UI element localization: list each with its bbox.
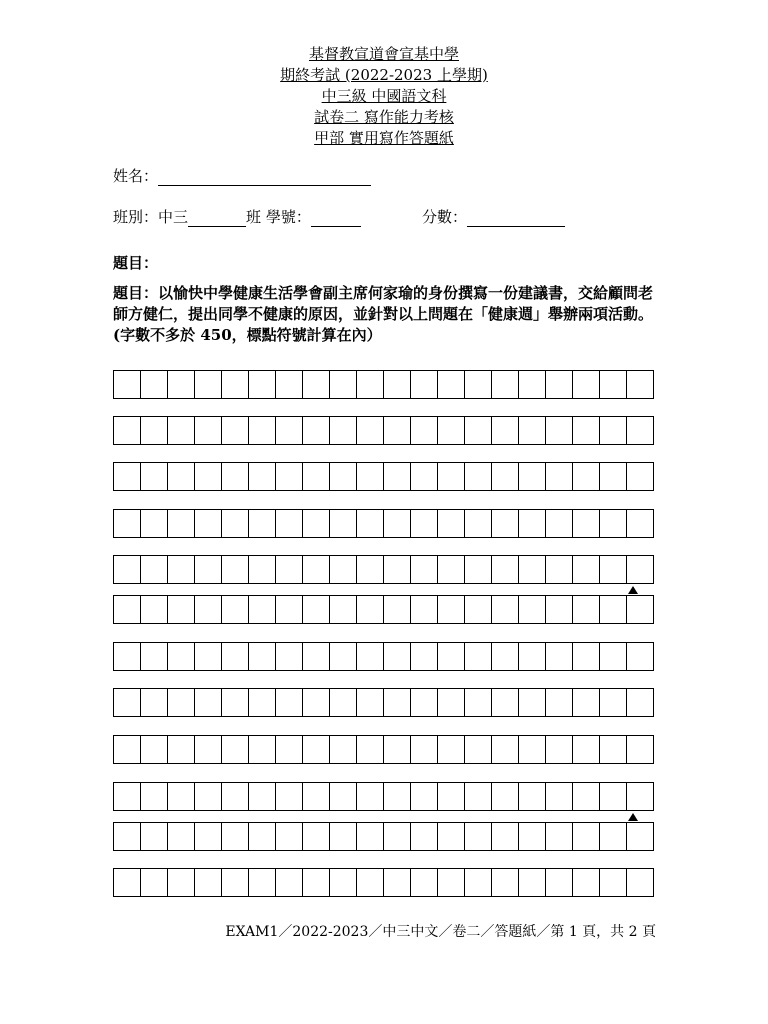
grid-cell[interactable] — [303, 689, 330, 716]
grid-cell[interactable] — [222, 643, 249, 670]
number-blank[interactable] — [311, 210, 361, 227]
grid-cell[interactable] — [492, 783, 519, 810]
grid-cell[interactable] — [384, 689, 411, 716]
grid-cell[interactable] — [384, 783, 411, 810]
grid-cell[interactable] — [573, 510, 600, 537]
grid-row — [113, 555, 654, 584]
grid-cell[interactable] — [384, 643, 411, 670]
grid-cell[interactable] — [519, 371, 546, 398]
grid-cell[interactable] — [492, 689, 519, 716]
grid-cell[interactable] — [249, 463, 276, 490]
grid-cell[interactable] — [114, 371, 141, 398]
grid-cell[interactable] — [438, 869, 465, 896]
grid-cell[interactable] — [600, 463, 627, 490]
grid-cell[interactable] — [330, 689, 357, 716]
grid-cell[interactable] — [195, 783, 222, 810]
grid-cell[interactable] — [492, 823, 519, 850]
grid-cell[interactable] — [249, 556, 276, 583]
grid-cell[interactable] — [249, 643, 276, 670]
grid-cell[interactable] — [438, 556, 465, 583]
grid-row — [113, 642, 654, 671]
grid-row — [113, 462, 654, 491]
grid-row — [113, 782, 654, 811]
grid-row — [113, 735, 654, 764]
grid-cell[interactable] — [330, 371, 357, 398]
grid-cell[interactable] — [222, 596, 249, 623]
grid-cell[interactable] — [438, 596, 465, 623]
grid-cell[interactable] — [168, 869, 195, 896]
grid-row — [113, 822, 654, 851]
grid-cell[interactable] — [573, 596, 600, 623]
grid-cell[interactable] — [114, 417, 141, 444]
grid-cell[interactable] — [465, 689, 492, 716]
grid-cell[interactable] — [519, 823, 546, 850]
grid-cell[interactable] — [627, 643, 653, 670]
grid-cell[interactable] — [573, 869, 600, 896]
grid-cell[interactable] — [519, 596, 546, 623]
grid-cell[interactable] — [519, 510, 546, 537]
grid-cell[interactable] — [573, 823, 600, 850]
grid-cell[interactable] — [492, 463, 519, 490]
grid-cell[interactable] — [168, 556, 195, 583]
grid-cell[interactable] — [519, 869, 546, 896]
grid-cell[interactable] — [546, 783, 573, 810]
grid-cell[interactable] — [249, 510, 276, 537]
grid-cell[interactable] — [627, 823, 653, 850]
document-header — [0, 44, 768, 149]
grid-cell[interactable] — [465, 643, 492, 670]
name-label: 姓名： — [113, 167, 159, 185]
grid-cell[interactable] — [465, 596, 492, 623]
grid-cell[interactable] — [168, 689, 195, 716]
grid-cell[interactable] — [384, 869, 411, 896]
grid-cell[interactable] — [141, 463, 168, 490]
grid-cell[interactable] — [276, 643, 303, 670]
grid-cell[interactable] — [546, 510, 573, 537]
grid-cell[interactable] — [465, 510, 492, 537]
page-marker-icon — [628, 586, 638, 594]
grade-subject: 中三級 中國語文科 — [321, 87, 447, 105]
grid-cell[interactable] — [276, 736, 303, 763]
grid-cell[interactable] — [276, 869, 303, 896]
grid-cell[interactable] — [168, 371, 195, 398]
grid-cell[interactable] — [465, 736, 492, 763]
grid-cell[interactable] — [438, 736, 465, 763]
grid-cell[interactable] — [411, 510, 438, 537]
grid-cell[interactable] — [627, 736, 653, 763]
grid-cell[interactable] — [573, 463, 600, 490]
grid-cell[interactable] — [114, 463, 141, 490]
grid-cell[interactable] — [519, 556, 546, 583]
grid-cell[interactable] — [141, 643, 168, 670]
grid-cell[interactable] — [114, 556, 141, 583]
grid-cell[interactable] — [114, 823, 141, 850]
grid-cell[interactable] — [573, 689, 600, 716]
grid-cell[interactable] — [411, 417, 438, 444]
grid-cell[interactable] — [438, 371, 465, 398]
grid-cell[interactable] — [303, 783, 330, 810]
grid-cell[interactable] — [411, 736, 438, 763]
grid-cell[interactable] — [519, 463, 546, 490]
grid-cell[interactable] — [303, 869, 330, 896]
grid-cell[interactable] — [249, 371, 276, 398]
grid-cell[interactable] — [276, 783, 303, 810]
grid-cell[interactable] — [168, 463, 195, 490]
grid-cell[interactable] — [357, 556, 384, 583]
grid-cell[interactable] — [465, 783, 492, 810]
grid-cell[interactable] — [357, 371, 384, 398]
grid-cell[interactable] — [600, 823, 627, 850]
grid-cell[interactable] — [330, 463, 357, 490]
grid-cell[interactable] — [222, 463, 249, 490]
grid-cell[interactable] — [438, 463, 465, 490]
grid-cell[interactable] — [114, 869, 141, 896]
grid-cell[interactable] — [276, 556, 303, 583]
grid-cell[interactable] — [195, 736, 222, 763]
grid-cell[interactable] — [276, 463, 303, 490]
grid-cell[interactable] — [168, 596, 195, 623]
grid-cell[interactable] — [627, 463, 653, 490]
name-blank[interactable] — [158, 169, 371, 186]
grid-cell[interactable] — [357, 736, 384, 763]
grid-cell[interactable] — [276, 823, 303, 850]
grid-cell[interactable] — [222, 510, 249, 537]
grid-cell[interactable] — [411, 556, 438, 583]
grid-cell[interactable] — [519, 643, 546, 670]
grid-cell[interactable] — [303, 596, 330, 623]
question-heading: 題目： — [113, 254, 159, 272]
grid-cell[interactable] — [627, 510, 653, 537]
grid-cell[interactable] — [546, 823, 573, 850]
grid-cell[interactable] — [222, 869, 249, 896]
grid-cell[interactable] — [438, 783, 465, 810]
grid-cell[interactable] — [492, 417, 519, 444]
section-title: 甲部 實用寫作答題紙 — [314, 129, 454, 147]
page-footer: EXAM1／2022-2023／中三中文／卷二／答題紙／第 1 頁，共 2 頁 — [225, 924, 656, 940]
grid-cell[interactable] — [411, 643, 438, 670]
grid-cell[interactable] — [222, 823, 249, 850]
grid-cell[interactable] — [573, 417, 600, 444]
grid-cell[interactable] — [195, 371, 222, 398]
grid-cell[interactable] — [465, 417, 492, 444]
grid-row — [113, 509, 654, 538]
grid-cell[interactable] — [330, 783, 357, 810]
grid-cell[interactable] — [573, 783, 600, 810]
grid-cell[interactable] — [330, 643, 357, 670]
grid-cell[interactable] — [141, 596, 168, 623]
class-label: 班別：中三 — [113, 208, 189, 226]
grid-cell[interactable] — [465, 371, 492, 398]
grid-cell[interactable] — [303, 556, 330, 583]
grid-cell[interactable] — [330, 736, 357, 763]
grid-cell[interactable] — [222, 556, 249, 583]
grid-cell[interactable] — [114, 736, 141, 763]
grid-cell[interactable] — [222, 736, 249, 763]
grid-cell[interactable] — [573, 556, 600, 583]
grid-row — [113, 370, 654, 399]
grid-cell[interactable] — [141, 556, 168, 583]
grid-cell[interactable] — [195, 643, 222, 670]
grid-cell[interactable] — [195, 689, 222, 716]
score-label: 分數： — [422, 208, 468, 226]
grid-cell[interactable] — [276, 596, 303, 623]
grid-cell[interactable] — [600, 510, 627, 537]
grid-cell[interactable] — [438, 510, 465, 537]
grid-cell[interactable] — [546, 736, 573, 763]
grid-cell[interactable] — [600, 869, 627, 896]
grid-cell[interactable] — [141, 823, 168, 850]
grid-cell[interactable] — [141, 510, 168, 537]
grid-cell[interactable] — [303, 371, 330, 398]
grid-cell[interactable] — [627, 689, 653, 716]
grid-row — [113, 416, 654, 445]
grid-cell[interactable] — [303, 736, 330, 763]
exam-title: 期終考試 (2022-2023 上學期) — [280, 66, 488, 84]
question-text: 題目：以愉快中學健康生活學會副主席何家瑜的身份撰寫一份建議書，交給顧問老師方健仁，提出同學不健康的原因，並針對以上問題在「健康週」舉辦兩項活動。(字數不多於 450，標點符號計算在內） — [113, 284, 654, 344]
grid-cell[interactable] — [411, 783, 438, 810]
grid-cell[interactable] — [141, 689, 168, 716]
grid-cell[interactable] — [627, 556, 653, 583]
grid-cell[interactable] — [222, 371, 249, 398]
grid-cell[interactable] — [546, 463, 573, 490]
class-suffix: 班 — [246, 208, 262, 226]
grid-cell[interactable] — [141, 371, 168, 398]
grid-cell[interactable] — [384, 596, 411, 623]
grid-cell[interactable] — [627, 371, 653, 398]
grid-cell[interactable] — [492, 596, 519, 623]
class-blank[interactable] — [188, 210, 246, 227]
grid-cell[interactable] — [249, 596, 276, 623]
grid-cell[interactable] — [546, 371, 573, 398]
grid-cell[interactable] — [411, 689, 438, 716]
grid-cell[interactable] — [600, 371, 627, 398]
grid-cell[interactable] — [573, 736, 600, 763]
grid-cell[interactable] — [627, 783, 653, 810]
grid-cell[interactable] — [249, 783, 276, 810]
grid-cell[interactable] — [411, 371, 438, 398]
grid-cell[interactable] — [600, 417, 627, 444]
grid-cell[interactable] — [249, 869, 276, 896]
grid-cell[interactable] — [330, 869, 357, 896]
score-blank[interactable] — [467, 210, 565, 227]
grid-cell[interactable] — [546, 689, 573, 716]
grid-cell[interactable] — [330, 510, 357, 537]
grid-cell[interactable] — [411, 596, 438, 623]
score-field — [422, 207, 565, 227]
grid-cell[interactable] — [195, 510, 222, 537]
grid-cell[interactable] — [357, 689, 384, 716]
grid-cell[interactable] — [357, 823, 384, 850]
grid-cell[interactable] — [141, 417, 168, 444]
grid-cell[interactable] — [276, 510, 303, 537]
grid-cell[interactable] — [438, 417, 465, 444]
grid-cell[interactable] — [303, 463, 330, 490]
grid-cell[interactable] — [600, 596, 627, 623]
grid-cell[interactable] — [222, 689, 249, 716]
grid-cell[interactable] — [411, 463, 438, 490]
grid-cell[interactable] — [519, 736, 546, 763]
grid-cell[interactable] — [195, 463, 222, 490]
grid-cell[interactable] — [222, 783, 249, 810]
paper-title: 試卷二 寫作能力考核 — [314, 108, 454, 126]
grid-cell[interactable] — [357, 510, 384, 537]
grid-cell[interactable] — [465, 556, 492, 583]
grid-cell[interactable] — [114, 510, 141, 537]
grid-cell[interactable] — [519, 689, 546, 716]
grid-cell[interactable] — [465, 869, 492, 896]
grid-cell[interactable] — [357, 596, 384, 623]
grid-cell[interactable] — [195, 417, 222, 444]
grid-cell[interactable] — [222, 417, 249, 444]
grid-cell[interactable] — [465, 463, 492, 490]
grid-cell[interactable] — [276, 371, 303, 398]
grid-cell[interactable] — [330, 596, 357, 623]
grid-cell[interactable] — [492, 556, 519, 583]
grid-cell[interactable] — [492, 736, 519, 763]
grid-cell[interactable] — [303, 643, 330, 670]
grid-cell[interactable] — [357, 643, 384, 670]
grid-cell[interactable] — [276, 689, 303, 716]
grid-cell[interactable] — [384, 823, 411, 850]
grid-cell[interactable] — [195, 869, 222, 896]
grid-cell[interactable] — [546, 556, 573, 583]
grid-cell[interactable] — [465, 823, 492, 850]
page-marker-icon — [628, 813, 638, 821]
grid-cell[interactable] — [438, 689, 465, 716]
grid-cell[interactable] — [168, 417, 195, 444]
grid-cell[interactable] — [330, 556, 357, 583]
grid-cell[interactable] — [546, 869, 573, 896]
grid-cell[interactable] — [573, 371, 600, 398]
grid-cell[interactable] — [168, 510, 195, 537]
grid-cell[interactable] — [438, 643, 465, 670]
grid-cell[interactable] — [141, 869, 168, 896]
name-field — [113, 166, 371, 186]
grid-cell[interactable] — [114, 689, 141, 716]
grid-cell[interactable] — [546, 417, 573, 444]
grid-cell[interactable] — [249, 689, 276, 716]
grid-cell[interactable] — [384, 736, 411, 763]
grid-cell[interactable] — [546, 596, 573, 623]
grid-cell[interactable] — [141, 783, 168, 810]
grid-cell[interactable] — [357, 417, 384, 444]
grid-cell[interactable] — [519, 783, 546, 810]
grid-cell[interactable] — [330, 417, 357, 444]
grid-cell[interactable] — [492, 371, 519, 398]
grid-cell[interactable] — [168, 823, 195, 850]
grid-cell[interactable] — [168, 736, 195, 763]
grid-cell[interactable] — [384, 417, 411, 444]
grid-cell[interactable] — [411, 823, 438, 850]
grid-cell[interactable] — [168, 783, 195, 810]
number-label: 學號： — [265, 208, 311, 226]
grid-cell[interactable] — [492, 643, 519, 670]
grid-cell[interactable] — [519, 417, 546, 444]
grid-cell[interactable] — [627, 869, 653, 896]
grid-cell[interactable] — [114, 783, 141, 810]
grid-cell[interactable] — [384, 463, 411, 490]
grid-cell[interactable] — [114, 596, 141, 623]
grid-cell[interactable] — [546, 643, 573, 670]
grid-row — [113, 595, 654, 624]
grid-cell[interactable] — [384, 556, 411, 583]
grid-cell[interactable] — [249, 736, 276, 763]
grid-cell[interactable] — [357, 783, 384, 810]
class-field — [113, 207, 361, 227]
grid-cell[interactable] — [600, 643, 627, 670]
grid-cell[interactable] — [492, 510, 519, 537]
grid-cell[interactable] — [384, 371, 411, 398]
grid-cell[interactable] — [168, 643, 195, 670]
grid-cell[interactable] — [114, 643, 141, 670]
grid-row — [113, 868, 654, 897]
grid-cell[interactable] — [195, 556, 222, 583]
grid-cell[interactable] — [627, 417, 653, 444]
grid-cell[interactable] — [195, 596, 222, 623]
grid-cell[interactable] — [627, 596, 653, 623]
grid-cell[interactable] — [384, 510, 411, 537]
grid-cell[interactable] — [195, 823, 222, 850]
grid-cell[interactable] — [276, 417, 303, 444]
grid-cell[interactable] — [438, 823, 465, 850]
grid-cell[interactable] — [357, 869, 384, 896]
grid-cell[interactable] — [249, 823, 276, 850]
grid-cell[interactable] — [600, 783, 627, 810]
grid-cell[interactable] — [600, 556, 627, 583]
grid-cell[interactable] — [249, 417, 276, 444]
grid-cell[interactable] — [141, 736, 168, 763]
grid-cell[interactable] — [600, 736, 627, 763]
grid-cell[interactable] — [303, 417, 330, 444]
grid-cell[interactable] — [357, 463, 384, 490]
grid-cell[interactable] — [492, 869, 519, 896]
grid-cell[interactable] — [573, 643, 600, 670]
grid-cell[interactable] — [303, 510, 330, 537]
grid-cell[interactable] — [303, 823, 330, 850]
grid-cell[interactable] — [330, 823, 357, 850]
grid-row — [113, 688, 654, 717]
grid-cell[interactable] — [411, 869, 438, 896]
school-name: 基督教宣道會宣基中學 — [308, 45, 459, 63]
grid-cell[interactable] — [600, 689, 627, 716]
